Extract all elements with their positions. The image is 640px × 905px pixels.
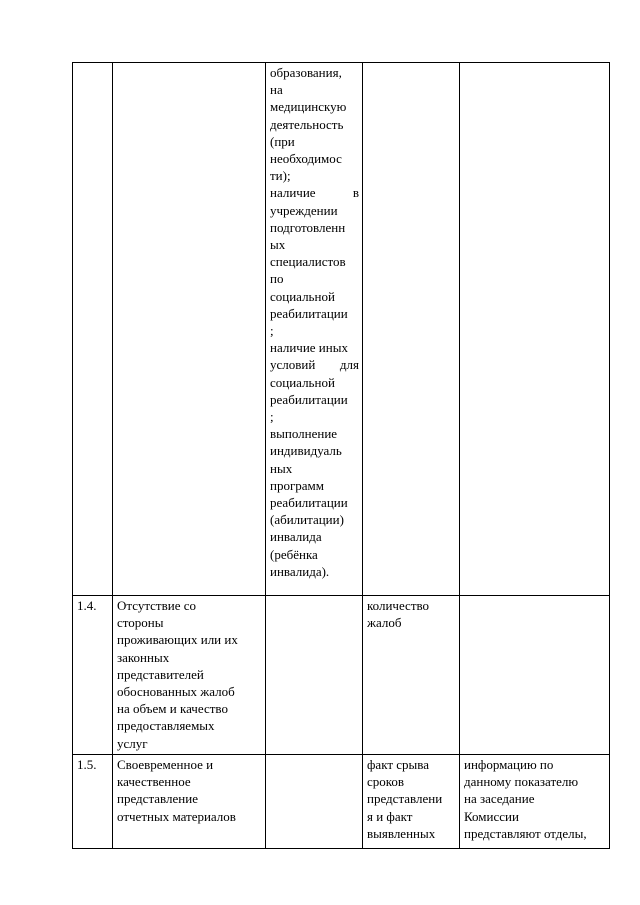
criteria-table xyxy=(72,62,610,849)
text-line: наличие иных xyxy=(270,340,348,356)
cell-num xyxy=(73,63,113,596)
text-line: наличие в xyxy=(270,185,359,201)
text-line: условий для xyxy=(270,357,359,373)
text-line: стороны xyxy=(117,615,164,631)
text-line: (ребёнка xyxy=(270,546,318,562)
text-line: инвалида xyxy=(270,529,322,545)
text-line: ; xyxy=(270,409,274,425)
text-line: представление xyxy=(117,791,198,807)
text-line: представителей xyxy=(117,666,204,682)
text-line: отчетных материалов xyxy=(117,808,236,824)
cell-num: 1.5. xyxy=(73,755,113,849)
cell-note xyxy=(460,755,610,849)
text-line: жалоб xyxy=(367,615,402,631)
text-line: подготовленн xyxy=(270,219,346,235)
text-line: я и факт xyxy=(367,808,413,824)
table-row-1-4 xyxy=(73,596,610,755)
table-row-continued xyxy=(73,63,610,596)
text-line: ных xyxy=(270,460,293,476)
text-line: количество xyxy=(367,598,430,613)
cell-measure xyxy=(363,596,460,755)
text-line: выявленных xyxy=(367,825,436,841)
text-line: данному показателю xyxy=(464,774,579,790)
text-line: медицинскую xyxy=(270,99,347,115)
text-line: информацию по xyxy=(464,757,554,772)
text-line: Комиссии xyxy=(464,808,519,824)
text-line: Отсутствие со xyxy=(117,598,197,613)
text-line: представлени xyxy=(367,791,443,807)
text-line: обоснованных жалоб xyxy=(117,684,235,700)
text-line: качественное xyxy=(117,774,191,790)
text-line: по xyxy=(270,271,284,287)
text-line: на заседание xyxy=(464,791,535,807)
text-line: проживающих или их xyxy=(117,632,238,648)
cell-note xyxy=(460,63,610,596)
text-line: ых xyxy=(270,237,286,253)
cell-criteria xyxy=(266,596,363,755)
text-line: на xyxy=(270,82,283,98)
text-line: программ xyxy=(270,477,325,493)
cell-num: 1.4. xyxy=(73,596,113,755)
text-line: (при xyxy=(270,133,295,149)
text-line: (абилитации) xyxy=(270,512,344,528)
text-line: сроков xyxy=(367,774,405,790)
cell-name xyxy=(113,596,266,755)
text-line: специалистов xyxy=(270,254,346,270)
cell-criteria xyxy=(266,755,363,849)
text-line: учреждении xyxy=(270,202,338,218)
text-line: Своевременное и xyxy=(117,757,214,772)
text-line: выполнение xyxy=(270,426,338,442)
text-line: инвалида). xyxy=(270,563,330,579)
text-line: образования, xyxy=(270,65,342,80)
cell-name xyxy=(113,755,266,849)
text-line: ; xyxy=(270,323,274,339)
text-line: услуг xyxy=(117,735,148,751)
text-line: представляют отделы, xyxy=(464,825,587,841)
cell-measure xyxy=(363,63,460,596)
text-line: необходимос xyxy=(270,151,342,167)
text-line: социальной xyxy=(270,288,335,304)
text-line: на объем и качество xyxy=(117,701,228,717)
text-line: реабилитации xyxy=(270,391,348,407)
cell-criteria xyxy=(266,63,363,596)
text-line: деятельность xyxy=(270,116,344,132)
text-line: законных xyxy=(117,649,170,665)
table-row-1-5 xyxy=(73,755,610,849)
text-line: реабилитации xyxy=(270,495,348,511)
cell-measure xyxy=(363,755,460,849)
text-line: факт срыва xyxy=(367,757,430,772)
text-line: реабилитации xyxy=(270,305,348,321)
cell-note xyxy=(460,596,610,755)
text-line: предоставляемых xyxy=(117,718,215,734)
cell-name xyxy=(113,63,266,596)
text-line: социальной xyxy=(270,374,335,390)
text-line: ти); xyxy=(270,168,291,184)
text-line: индивидуаль xyxy=(270,443,342,459)
